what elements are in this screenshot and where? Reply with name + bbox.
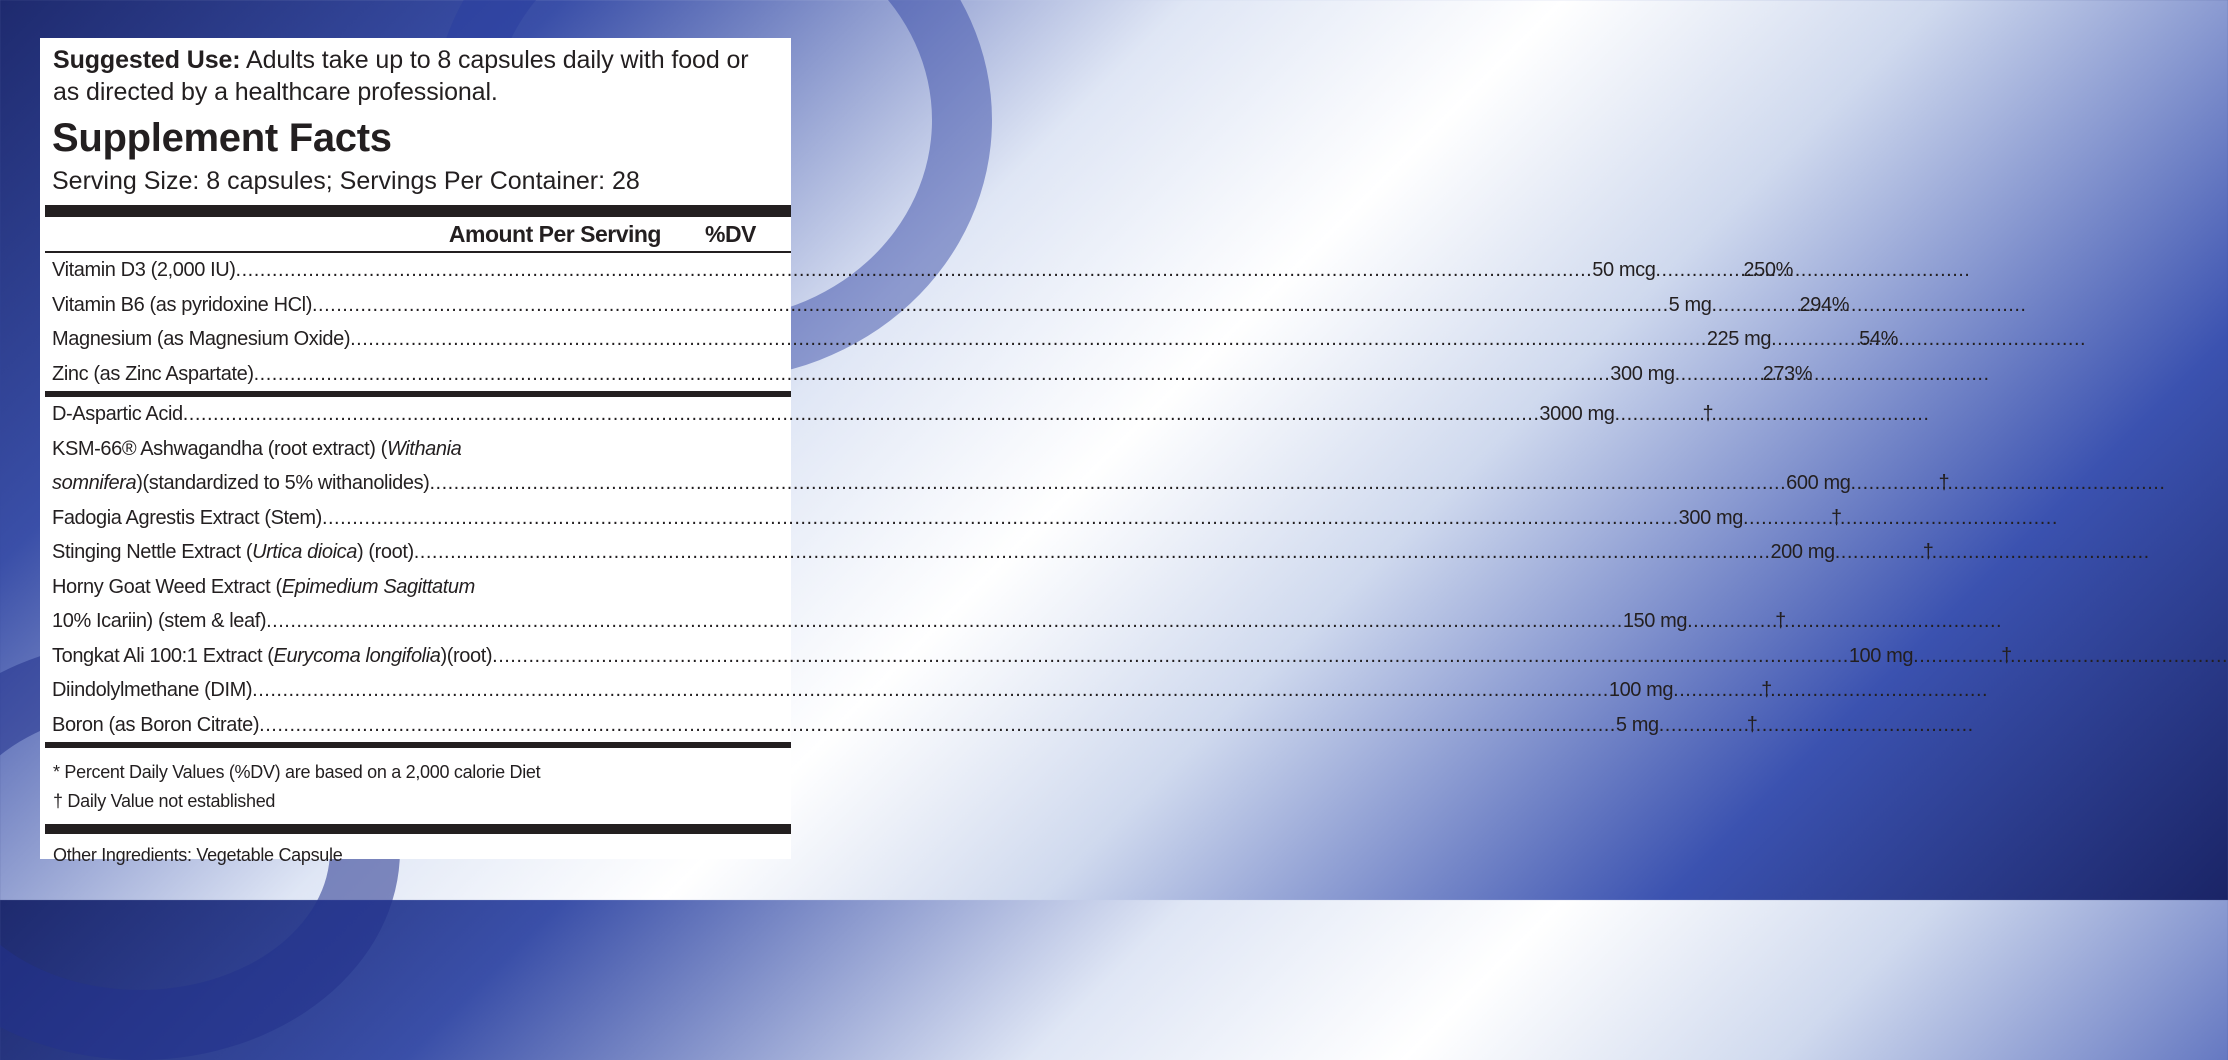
- row-amount: 300 mg: [1610, 362, 1675, 385]
- leader-dots: [322, 501, 1679, 536]
- leader-dots: [414, 535, 1771, 570]
- row-dv: †: [1702, 403, 1714, 425]
- row-amount: 5 mg: [1668, 293, 1712, 316]
- suggested-use-label: Suggested Use:: [53, 46, 241, 74]
- row-name-part: ) (root): [356, 541, 414, 563]
- leader-dots: [312, 288, 1669, 323]
- footnotes: [45, 748, 791, 816]
- row-name-italic: Urtica dioica: [252, 541, 357, 563]
- leader-dots: [1614, 397, 1702, 432]
- row-name: Boron (as Boron Citrate): [52, 713, 260, 736]
- row-dv: †: [1746, 713, 1758, 736]
- header-dv: %DV: [705, 220, 756, 247]
- suggested-use-text: Adults take up to 8 capsules daily with food or as directed by a healthcare professional.: [53, 46, 749, 106]
- table-row: [52, 708, 1758, 743]
- leader-dots: [252, 673, 1609, 708]
- row-amount: 300 mg: [1678, 506, 1743, 529]
- row-name: 10% Icariin) (stem & leaf): [52, 610, 267, 632]
- table-row: [52, 535, 1934, 570]
- other-ingredients: Other Ingredients: Vegetable Capsule: [53, 845, 343, 865]
- leader-dots: [259, 708, 1616, 743]
- row-name: [52, 570, 475, 605]
- table-row: [52, 253, 1793, 288]
- row-name-italic: Eurycoma longifolia: [273, 644, 441, 667]
- row-dv: †: [1775, 610, 1786, 632]
- leader-dots: [1835, 535, 1923, 570]
- supplement-label-panel: [40, 38, 2012, 865]
- row-dv: 54%: [1859, 328, 1898, 350]
- leader-dots: [1655, 253, 1743, 288]
- leader-dots: [1673, 673, 1761, 708]
- row-amount: 5 mg: [1615, 713, 1659, 736]
- row-name-italic: Epimedium Sagittatum: [281, 575, 475, 598]
- row-amount: 600 mg: [1786, 472, 1851, 494]
- leader-dots: [1743, 501, 1831, 536]
- header-amount: Amount Per Serving: [448, 220, 661, 247]
- footnote-dv: * Percent Daily Values (%DV) are based on a 2,000 calorie Diet: [53, 762, 541, 782]
- row-name-part: Tongkat Ali 100:1 Extract (: [52, 644, 274, 667]
- facts-table: [45, 205, 2012, 868]
- table-row-continued: [52, 570, 791, 605]
- row-dv: †: [1761, 679, 1772, 701]
- row-amount: 50 mcg: [1592, 259, 1656, 281]
- row-name: [52, 639, 492, 674]
- row-name: D-Aspartic Acid: [52, 403, 183, 425]
- row-name-italic: Withania: [386, 437, 462, 460]
- ingredient-rows: [45, 397, 2012, 742]
- row-amount: 100 mg: [1608, 679, 1674, 701]
- table-row: [52, 322, 1898, 357]
- row-name-italic: somnifera: [52, 472, 137, 494]
- divider-thick: [45, 205, 791, 217]
- row-name-part: KSM-66® Ashwagandha (root extract) (: [52, 437, 387, 460]
- leader-dots: [236, 253, 1593, 288]
- leader-dots: [1712, 288, 1800, 323]
- row-amount: 225 mg: [1706, 328, 1772, 350]
- row-name: Magnesium (as Magnesium Oxide): [52, 328, 351, 350]
- table-row: [52, 397, 1714, 432]
- table-row: [52, 501, 1842, 536]
- row-name: Vitamin D3 (2,000 IU): [52, 259, 236, 281]
- row-dv: †: [1830, 506, 1842, 529]
- supplement-facts-title: Supplement Facts: [52, 116, 392, 160]
- footnote-dagger: † Daily Value not established: [53, 791, 276, 811]
- row-dv: 273%: [1762, 362, 1813, 385]
- vitamin-rows: [45, 253, 1898, 391]
- leader-dots: [1687, 604, 1775, 639]
- leader-dots: [266, 604, 1623, 639]
- table-row: [52, 357, 1813, 392]
- table-row: [52, 639, 2012, 674]
- row-name: [52, 535, 414, 570]
- leader-dots: [350, 322, 1707, 357]
- row-dv: 250%: [1743, 259, 1793, 281]
- leader-dots: [429, 466, 1786, 501]
- leader-dots: [492, 639, 1849, 674]
- leader-dots: [1659, 708, 1747, 743]
- table-row: [52, 673, 1772, 708]
- table-row: [52, 604, 1786, 639]
- row-name: [52, 466, 429, 501]
- leader-dots: [254, 357, 1611, 392]
- table-row: [52, 288, 1850, 323]
- row-name: Vitamin B6 (as pyridoxine HCl): [52, 293, 312, 316]
- table-row-continued: [52, 432, 791, 467]
- row-dv: 294%: [1799, 293, 1850, 316]
- row-name-part: Stinging Nettle Extract (: [52, 541, 253, 563]
- row-name: Fadogia Agrestis Extract (Stem): [52, 506, 322, 529]
- divider-thick: [45, 824, 791, 834]
- row-dv: †: [2001, 644, 2012, 667]
- serving-info: Serving Size: 8 capsules; Servings Per Container: 28: [52, 167, 640, 195]
- leader-dots: [183, 397, 1540, 432]
- row-name: Zinc (as Zinc Aspartate): [52, 362, 254, 385]
- row-amount: 150 mg: [1622, 610, 1688, 632]
- leader-dots: [1771, 322, 1859, 357]
- table-row: [52, 466, 1950, 501]
- row-amount: 200 mg: [1770, 541, 1835, 563]
- leader-dots: [1850, 466, 1938, 501]
- row-amount: 3000 mg: [1539, 403, 1615, 425]
- leader-dots: [1675, 357, 1763, 392]
- facts-header-row: [45, 217, 791, 251]
- row-dv: †: [1922, 541, 1934, 563]
- row-name-part: )(root): [440, 644, 493, 667]
- leader-dots: [1913, 639, 2001, 674]
- row-name-part: Horny Goat Weed Extract (: [52, 575, 282, 598]
- row-name-part: )(standardized to 5% withanolides): [136, 472, 430, 494]
- suggested-use: [53, 44, 781, 108]
- row-amount: 100 mg: [1848, 644, 1914, 667]
- row-dv: †: [1938, 472, 1950, 494]
- row-name: [52, 432, 461, 467]
- row-name: Diindolylmethane (DIM): [52, 679, 253, 701]
